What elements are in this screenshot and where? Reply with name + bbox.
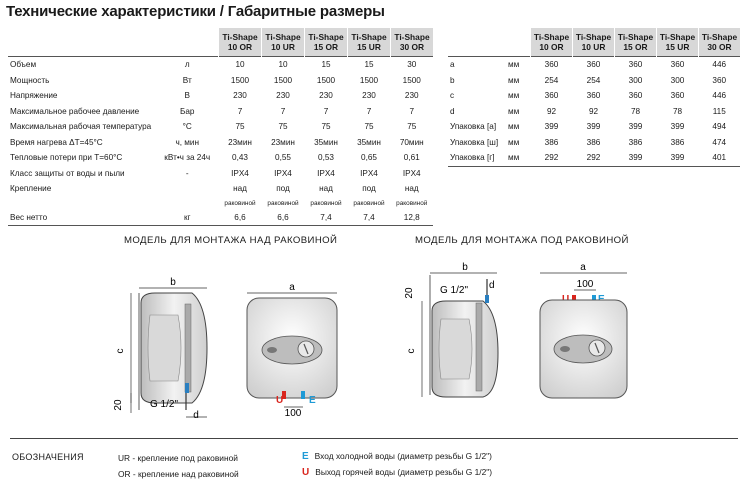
spec-model-header: Ti-Shape 15 OR [305, 28, 348, 57]
spec-cell: 15 [348, 57, 391, 73]
cold-mark: E [302, 451, 309, 462]
dims-model-header: Ti-Shape 30 OR [699, 28, 741, 57]
spec-cell: 0,53 [318, 153, 334, 163]
dims-cell: 360 [670, 91, 685, 101]
legend-or: OR - крепление над раковиной [118, 469, 239, 479]
dims-row [448, 88, 740, 104]
dim-c-label: c [115, 348, 126, 354]
spec-cell: над [319, 184, 333, 194]
dim-b-label: b [170, 277, 176, 288]
spec-table [8, 28, 433, 226]
spec-row [8, 181, 433, 197]
spec-row-unit: кг [156, 210, 219, 226]
dims-cell: 399 [586, 122, 601, 132]
dims-row-unit: мм [508, 91, 520, 101]
dims-row [448, 104, 740, 120]
dim-100-label: 100 [284, 408, 302, 419]
spec-cell: 10 [262, 57, 305, 73]
spec-cell: 35мин [314, 137, 338, 147]
dims-cell: 386 [544, 137, 559, 147]
dimensions-table [448, 28, 740, 167]
dims-row-label: a [448, 57, 506, 73]
legend-title: ОБОЗНАЧЕНИЯ [12, 452, 84, 462]
spec-cell: IPX4 [231, 168, 249, 178]
under-sink-side-view [404, 262, 498, 397]
spec-row-label: Мощность [10, 75, 50, 85]
spec-cell: под [276, 184, 290, 194]
spec-row [8, 150, 433, 166]
spec-cell: 75 [407, 122, 417, 132]
dims-cell: 115 [712, 106, 726, 116]
spec-cell: 15 [305, 57, 348, 73]
spec-cell: над [404, 184, 419, 194]
spec-cell: 6,6 [219, 210, 262, 226]
spec-row-label: Время нагрева ΔT=45°C [10, 137, 103, 147]
installation-drawings [0, 235, 745, 435]
spec-cell: IPX4 [402, 168, 421, 178]
hot-text: Выход горячей воды (диаметр резьбы G 1/2") [315, 467, 493, 477]
dims-row-unit: мм [508, 106, 520, 116]
page-title: Технические характеристики / Габаритные размеры [6, 3, 385, 20]
dims-cell: 360 [586, 91, 601, 101]
under-sink-front-view [540, 262, 627, 398]
thread-label-2: G 1/2" [440, 285, 469, 296]
spec-cell: 10 [219, 57, 262, 73]
dims-cell: 399 [670, 122, 685, 132]
spec-row [8, 104, 433, 120]
spec-cell: 75 [278, 122, 288, 132]
spec-cell: 230 [404, 91, 419, 101]
dims-model-header: Ti-Shape 15 UR [657, 28, 699, 57]
dim-20-label-2: 20 [404, 287, 415, 299]
spec-row-unit: °C [182, 122, 192, 132]
spec-cell: 230 [319, 91, 333, 101]
spec-row [8, 210, 433, 226]
hot-outlet-mark: U [276, 395, 284, 406]
spec-cell: IPX4 [274, 168, 292, 178]
dims-row-unit: мм [508, 75, 520, 85]
spec-row-unit: л [156, 57, 219, 73]
spec-row-label: Вес нетто [8, 210, 156, 226]
spec-row-unit: В [184, 91, 190, 101]
dims-cell: 446 [699, 57, 741, 73]
spec-row-label: Тепловые потери при T=60°C [10, 153, 123, 163]
dims-model-header: Ti-Shape 15 OR [615, 28, 657, 57]
dim-d-label-2: d [489, 280, 495, 291]
spec-row-label [8, 197, 156, 210]
dims-cell: 386 [670, 137, 685, 147]
dims-cell: 300 [670, 75, 685, 85]
spec-cell: 7 [237, 106, 243, 116]
dim-d-label: d [193, 410, 199, 421]
spec-row-unit [156, 197, 219, 210]
dims-cell: 360 [628, 91, 643, 101]
dims-row-label: c [450, 91, 455, 101]
dims-row [448, 73, 740, 89]
thread-label: G 1/2" [150, 399, 179, 410]
spec-cell: 75 [235, 122, 245, 132]
spec-row-label: Максимальная рабочая температура [10, 122, 152, 132]
hot-mark: U [302, 467, 310, 478]
legend-cold-inlet [302, 451, 492, 462]
dims-row-unit: мм [508, 122, 520, 132]
spec-cell: раковиной [310, 199, 342, 207]
dims-cell: 78 [630, 106, 641, 116]
spec-row-unit: Вт [182, 75, 192, 85]
spec-row-label: Объем [8, 57, 156, 73]
spec-cell: 35мин [357, 137, 381, 147]
dims-cell: 360 [615, 57, 657, 73]
spec-row-unit: кВт•ч за 24ч [164, 153, 211, 163]
dims-model-header: Ti-Shape 10 OR [531, 28, 573, 57]
dims-cell: 300 [628, 75, 643, 85]
dims-row-unit: мм [506, 150, 531, 166]
spec-cell: 7,4 [305, 210, 348, 226]
spec-cell: 12,8 [391, 210, 434, 226]
dims-row-label: Упаковка [a] [450, 122, 497, 132]
spec-cell: 30 [391, 57, 434, 73]
spec-cell: 75 [364, 122, 374, 132]
spec-cell: 23мин [271, 137, 295, 147]
dims-cell: 292 [573, 150, 615, 166]
dim-20-label: 20 [113, 399, 124, 411]
spec-cell: 7 [366, 106, 372, 116]
spec-row-label: Крепление [10, 184, 52, 194]
cold-inlet-mark: E [309, 395, 316, 406]
spec-cell: 230 [362, 91, 376, 101]
dim-100-label-2: 100 [576, 279, 594, 290]
dims-cell: 399 [628, 122, 643, 132]
spec-model-header: Ti-Shape 15 UR [348, 28, 391, 57]
spec-cell: 7 [280, 106, 286, 116]
spec-cell: 7 [409, 106, 415, 116]
dims-cell: 254 [544, 75, 559, 85]
dims-row-unit: мм [508, 137, 520, 147]
spec-cell: 1500 [273, 75, 293, 85]
spec-cell: 7 [323, 106, 329, 116]
dims-cell: 386 [628, 137, 643, 147]
over-sink-front-view [247, 282, 337, 419]
dims-row-label: b [450, 75, 455, 85]
spec-cell: раковиной [396, 199, 428, 207]
dims-cell: 254 [586, 75, 601, 85]
spec-model-header: Ti-Shape 30 OR [391, 28, 434, 57]
dims-cell: 360 [657, 57, 699, 73]
spec-row [8, 88, 433, 104]
dims-cell: 399 [544, 122, 559, 132]
dims-cell: 360 [531, 57, 573, 73]
spec-cell: 75 [321, 122, 331, 132]
spec-cell: 0,55 [275, 153, 291, 163]
dims-row-label: Упаковка [г] [448, 150, 506, 166]
spec-cell: 0,61 [403, 153, 420, 163]
dim-a-label-2: a [580, 262, 586, 273]
spec-cell: 0,43 [232, 153, 248, 163]
spec-cell: IPX4 [360, 168, 378, 178]
spec-cell: IPX4 [317, 168, 335, 178]
dims-cell: 360 [573, 57, 615, 73]
spec-header-row [8, 28, 433, 57]
over-sink-caption: МОДЕЛЬ ДЛЯ МОНТАЖА НАД РАКОВИНОЙ [124, 235, 338, 246]
spec-cell: 6,6 [262, 210, 305, 226]
spec-cell: 23мин [228, 137, 252, 147]
dims-cell: 386 [586, 137, 601, 147]
spec-cell: 7,4 [348, 210, 391, 226]
spec-row-label: Напряжение [10, 91, 58, 101]
spec-row [8, 166, 433, 182]
spec-row-unit: - [185, 168, 189, 178]
spec-cell: 1500 [359, 75, 379, 85]
dims-row-label: d [450, 106, 455, 116]
legend-ur: UR - крепление под раковиной [118, 453, 238, 463]
over-sink-side-view [113, 277, 207, 421]
dims-row [448, 150, 740, 166]
spec-cell: 70мин [399, 137, 424, 147]
dim-b-label-2: b [462, 262, 468, 273]
spec-row-unit: Бар [180, 106, 195, 116]
spec-cell: под [362, 184, 376, 194]
spec-cell: 230 [276, 91, 290, 101]
dims-row-label: Упаковка [ш] [450, 137, 499, 147]
dims-row [448, 119, 740, 135]
legend-hot-outlet [302, 467, 492, 478]
spec-cell: 1500 [230, 75, 250, 85]
dim-c-label-2: c [406, 348, 417, 354]
spec-row [8, 73, 433, 89]
dim-a-label: a [289, 282, 295, 293]
dims-cell: 92 [588, 106, 599, 116]
dims-cell: 474 [712, 137, 727, 147]
spec-cell: раковиной [353, 199, 385, 207]
dims-cell: 446 [712, 91, 727, 101]
spec-cell: над [233, 184, 247, 194]
spec-cell: раковиной [224, 199, 256, 207]
dims-cell: 292 [531, 150, 573, 166]
spec-cell: раковиной [267, 199, 299, 207]
legend-divider [10, 438, 738, 439]
dims-cell: 399 [615, 150, 657, 166]
dims-row-unit: мм [506, 57, 531, 73]
dims-header-row [448, 28, 740, 57]
dims-row [448, 135, 740, 151]
spec-row-unit: ч, мин [175, 137, 200, 147]
spec-row-label: Максимальное рабочее давление [10, 106, 140, 116]
dims-cell: 360 [544, 91, 559, 101]
spec-row [8, 119, 433, 135]
spec-cell: 1500 [316, 75, 336, 85]
spec-cell: 0,65 [361, 153, 377, 163]
dims-cell: 494 [712, 122, 727, 132]
spec-row [8, 197, 433, 210]
spec-model-header: Ti-Shape 10 UR [262, 28, 305, 57]
dims-model-header: Ti-Shape 10 UR [573, 28, 615, 57]
dims-cell: 92 [546, 106, 557, 116]
spec-cell: 1500 [402, 75, 421, 85]
under-sink-caption: МОДЕЛЬ ДЛЯ МОНТАЖА ПОД РАКОВИНОЙ [415, 235, 629, 246]
spec-row [8, 57, 433, 73]
spec-row-label: Класс защиты от воды и пыли [10, 168, 125, 178]
dims-cell: 78 [672, 106, 683, 116]
cold-text: Вход холодной воды (диаметр резьбы G 1/2") [314, 451, 492, 461]
dims-row [448, 57, 740, 73]
dims-cell: 399 [657, 150, 699, 166]
dims-cell: 401 [699, 150, 741, 166]
spec-model-header: Ti-Shape 10 OR [219, 28, 262, 57]
spec-row [8, 135, 433, 151]
spec-cell: 230 [233, 91, 247, 101]
spec-row-unit [156, 181, 219, 197]
dims-cell: 360 [712, 75, 727, 85]
